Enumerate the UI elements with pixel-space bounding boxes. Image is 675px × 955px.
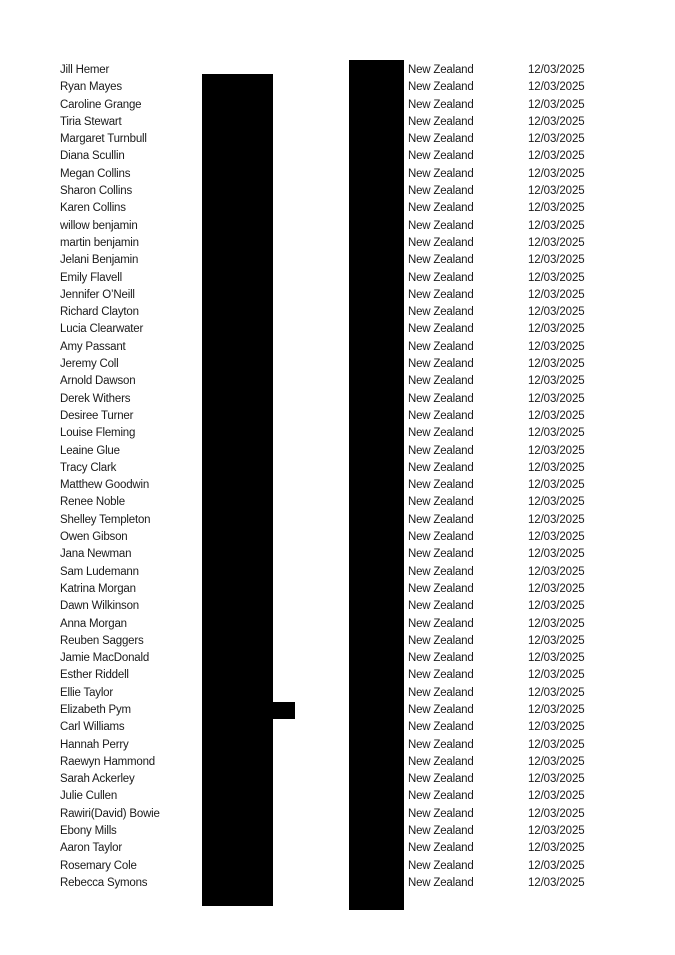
- list-row: [0, 564, 675, 581]
- date-cell: 12/03/2025: [528, 496, 585, 509]
- date-cell: 12/03/2025: [528, 876, 585, 889]
- list-row: [0, 754, 675, 771]
- name-cell: Caroline Grange: [60, 98, 142, 111]
- country-cell: New Zealand: [408, 703, 474, 716]
- date-cell: 12/03/2025: [528, 375, 585, 388]
- country-cell: New Zealand: [408, 254, 474, 267]
- country-cell: New Zealand: [408, 842, 474, 855]
- list-row: [0, 131, 675, 148]
- list-row: [0, 200, 675, 217]
- name-cell: Diana Scullin: [60, 150, 125, 163]
- name-cell: Katrina Morgan: [60, 582, 136, 595]
- list-row: [0, 667, 675, 684]
- list-row: [0, 788, 675, 805]
- date-cell: 12/03/2025: [528, 254, 585, 267]
- date-cell: 12/03/2025: [528, 859, 585, 872]
- date-cell: 12/03/2025: [528, 582, 585, 595]
- date-cell: 12/03/2025: [528, 600, 585, 613]
- country-cell: New Zealand: [408, 323, 474, 336]
- country-cell: New Zealand: [408, 461, 474, 474]
- country-cell: New Zealand: [408, 306, 474, 319]
- date-cell: 12/03/2025: [528, 150, 585, 163]
- name-cell: Amy Passant: [60, 340, 126, 353]
- name-cell: Louise Fleming: [60, 427, 136, 440]
- country-cell: New Zealand: [408, 600, 474, 613]
- name-cell: Ryan Mayes: [60, 81, 122, 94]
- date-cell: 12/03/2025: [528, 634, 585, 647]
- name-cell: Carl Williams: [60, 721, 125, 734]
- date-cell: 12/03/2025: [528, 548, 585, 561]
- list-row: [0, 512, 675, 529]
- country-cell: New Zealand: [408, 790, 474, 803]
- name-cell: Jill Hemer: [60, 64, 110, 76]
- country-cell: New Zealand: [408, 548, 474, 561]
- list-row: [0, 356, 675, 373]
- name-cell: Rebecca Symons: [60, 876, 148, 889]
- date-cell: 12/03/2025: [528, 323, 585, 336]
- date-cell: 12/03/2025: [528, 790, 585, 803]
- country-cell: New Zealand: [408, 81, 474, 94]
- country-cell: New Zealand: [408, 98, 474, 111]
- name-cell: Sarah Ackerley: [60, 773, 135, 786]
- name-cell: Matthew Goodwin: [60, 479, 150, 492]
- list-row: [0, 737, 675, 754]
- date-cell: 12/03/2025: [528, 288, 585, 301]
- name-cell: Rawiri(David) Bowie: [60, 807, 160, 820]
- list-row: [0, 339, 675, 356]
- list-row: [0, 719, 675, 736]
- list-row: [0, 858, 675, 875]
- date-cell: 12/03/2025: [528, 427, 585, 440]
- country-cell: New Zealand: [408, 634, 474, 647]
- list-row: [0, 166, 675, 183]
- name-cell: Reuben Saggers: [60, 634, 144, 647]
- date-cell: 12/03/2025: [528, 81, 585, 94]
- name-cell: Jana Newman: [60, 548, 132, 561]
- name-cell: Tracy Clark: [60, 461, 117, 474]
- date-cell: 12/03/2025: [528, 306, 585, 319]
- country-cell: New Zealand: [408, 565, 474, 578]
- date-cell: 12/03/2025: [528, 98, 585, 111]
- list-row: [0, 304, 675, 321]
- date-cell: 12/03/2025: [528, 686, 585, 699]
- list-row: [0, 494, 675, 511]
- date-cell: 12/03/2025: [528, 703, 585, 716]
- list-row: [0, 62, 675, 79]
- name-cell: Jelani Benjamin: [60, 254, 139, 267]
- date-cell: 12/03/2025: [528, 461, 585, 474]
- list-row: [0, 650, 675, 667]
- name-cell: Sam Ludemann: [60, 565, 139, 578]
- date-cell: 12/03/2025: [528, 652, 585, 665]
- date-cell: 12/03/2025: [528, 444, 585, 457]
- name-cell: Renee Noble: [60, 496, 125, 509]
- country-cell: New Zealand: [408, 738, 474, 751]
- date-cell: 12/03/2025: [528, 773, 585, 786]
- country-cell: New Zealand: [408, 807, 474, 820]
- name-cell: Richard Clayton: [60, 306, 139, 319]
- list-row: [0, 529, 675, 546]
- name-cell: Owen Gibson: [60, 531, 128, 544]
- list-row: [0, 546, 675, 563]
- country-cell: New Zealand: [408, 582, 474, 595]
- country-cell: New Zealand: [408, 652, 474, 665]
- date-cell: 12/03/2025: [528, 565, 585, 578]
- name-cell: Desiree Turner: [60, 409, 134, 422]
- country-cell: New Zealand: [408, 825, 474, 838]
- country-cell: New Zealand: [408, 773, 474, 786]
- date-cell: 12/03/2025: [528, 167, 585, 180]
- date-cell: 12/03/2025: [528, 392, 585, 405]
- date-cell: 12/03/2025: [528, 115, 585, 128]
- list-row: [0, 616, 675, 633]
- name-cell: Leaine Glue: [60, 444, 120, 457]
- date-cell: 12/03/2025: [528, 531, 585, 544]
- list-row: [0, 806, 675, 823]
- list-row: [0, 235, 675, 252]
- list-row: [0, 114, 675, 131]
- date-cell: 12/03/2025: [528, 271, 585, 284]
- country-cell: New Zealand: [408, 202, 474, 215]
- list-row: [0, 598, 675, 615]
- country-cell: New Zealand: [408, 133, 474, 146]
- country-cell: New Zealand: [408, 721, 474, 734]
- list-row: [0, 373, 675, 390]
- country-cell: New Zealand: [408, 427, 474, 440]
- attendee-list: [0, 62, 675, 892]
- name-cell: Margaret Turnbull: [60, 133, 147, 146]
- name-cell: Jennifer O’Neill: [60, 288, 135, 301]
- name-cell: martin benjamin: [60, 236, 139, 249]
- country-cell: New Zealand: [408, 669, 474, 682]
- country-cell: New Zealand: [408, 167, 474, 180]
- list-row: [0, 477, 675, 494]
- name-cell: Anna Morgan: [60, 617, 127, 630]
- country-cell: New Zealand: [408, 288, 474, 301]
- date-cell: 12/03/2025: [528, 755, 585, 768]
- country-cell: New Zealand: [408, 876, 474, 889]
- list-row: [0, 148, 675, 165]
- name-cell: Dawn Wilkinson: [60, 600, 140, 613]
- name-cell: Ellie Taylor: [60, 686, 113, 699]
- country-cell: New Zealand: [408, 686, 474, 699]
- date-cell: 12/03/2025: [528, 669, 585, 682]
- name-cell: Rosemary Cole: [60, 859, 137, 872]
- list-row: [0, 823, 675, 840]
- date-cell: 12/03/2025: [528, 236, 585, 249]
- name-cell: Tiria Stewart: [60, 115, 122, 128]
- name-cell: Arnold Dawson: [60, 375, 136, 388]
- list-row: [0, 270, 675, 287]
- list-row: [0, 218, 675, 235]
- name-cell: willow benjamin: [60, 219, 138, 232]
- name-cell: Derek Withers: [60, 392, 131, 405]
- country-cell: New Zealand: [408, 513, 474, 526]
- name-cell: Esther Riddell: [60, 669, 129, 682]
- country-cell: New Zealand: [408, 392, 474, 405]
- country-cell: New Zealand: [408, 271, 474, 284]
- list-row: [0, 408, 675, 425]
- list-row: [0, 391, 675, 408]
- list-row: [0, 425, 675, 442]
- name-cell: Megan Collins: [60, 167, 131, 180]
- country-cell: New Zealand: [408, 479, 474, 492]
- country-cell: New Zealand: [408, 444, 474, 457]
- list-row: [0, 443, 675, 460]
- country-cell: New Zealand: [408, 236, 474, 249]
- date-cell: 12/03/2025: [528, 721, 585, 734]
- date-cell: 12/03/2025: [528, 202, 585, 215]
- country-cell: New Zealand: [408, 496, 474, 509]
- list-row: [0, 875, 675, 892]
- name-cell: Aaron Taylor: [60, 842, 122, 855]
- date-cell: 12/03/2025: [528, 64, 585, 76]
- country-cell: New Zealand: [408, 340, 474, 353]
- date-cell: 12/03/2025: [528, 409, 585, 422]
- date-cell: 12/03/2025: [528, 807, 585, 820]
- date-cell: 12/03/2025: [528, 617, 585, 630]
- date-cell: 12/03/2025: [528, 825, 585, 838]
- date-cell: 12/03/2025: [528, 185, 585, 198]
- country-cell: New Zealand: [408, 617, 474, 630]
- country-cell: New Zealand: [408, 150, 474, 163]
- list-row: [0, 97, 675, 114]
- country-cell: New Zealand: [408, 375, 474, 388]
- list-row: [0, 633, 675, 650]
- name-cell: Julie Cullen: [60, 790, 118, 803]
- date-cell: 12/03/2025: [528, 219, 585, 232]
- country-cell: New Zealand: [408, 64, 474, 76]
- list-row: [0, 287, 675, 304]
- list-row: [0, 183, 675, 200]
- name-cell: Jamie MacDonald: [60, 652, 150, 665]
- name-cell: Elizabeth Pym: [60, 703, 131, 716]
- country-cell: New Zealand: [408, 115, 474, 128]
- date-cell: 12/03/2025: [528, 340, 585, 353]
- list-row: [0, 79, 675, 96]
- date-cell: 12/03/2025: [528, 358, 585, 371]
- country-cell: New Zealand: [408, 358, 474, 371]
- name-cell: Lucia Clearwater: [60, 323, 144, 336]
- list-row: [0, 771, 675, 788]
- name-cell: Sharon Collins: [60, 185, 132, 198]
- name-cell: Hannah Perry: [60, 738, 129, 751]
- name-cell: Karen Collins: [60, 202, 126, 215]
- list-row: [0, 252, 675, 269]
- country-cell: New Zealand: [408, 185, 474, 198]
- country-cell: New Zealand: [408, 219, 474, 232]
- name-cell: Jeremy Coll: [60, 358, 119, 371]
- list-row: [0, 581, 675, 598]
- date-cell: 12/03/2025: [528, 513, 585, 526]
- date-cell: 12/03/2025: [528, 842, 585, 855]
- name-cell: Raewyn Hammond: [60, 755, 155, 768]
- country-cell: New Zealand: [408, 755, 474, 768]
- country-cell: New Zealand: [408, 409, 474, 422]
- name-cell: Shelley Templeton: [60, 513, 151, 526]
- list-row: [0, 685, 675, 702]
- date-cell: 12/03/2025: [528, 133, 585, 146]
- list-row: [0, 321, 675, 338]
- date-cell: 12/03/2025: [528, 738, 585, 751]
- country-cell: New Zealand: [408, 859, 474, 872]
- list-row: [0, 702, 675, 719]
- name-cell: Ebony Mills: [60, 825, 117, 838]
- list-row: [0, 460, 675, 477]
- date-cell: 12/03/2025: [528, 479, 585, 492]
- name-cell: Emily Flavell: [60, 271, 122, 284]
- country-cell: New Zealand: [408, 531, 474, 544]
- list-row: [0, 840, 675, 857]
